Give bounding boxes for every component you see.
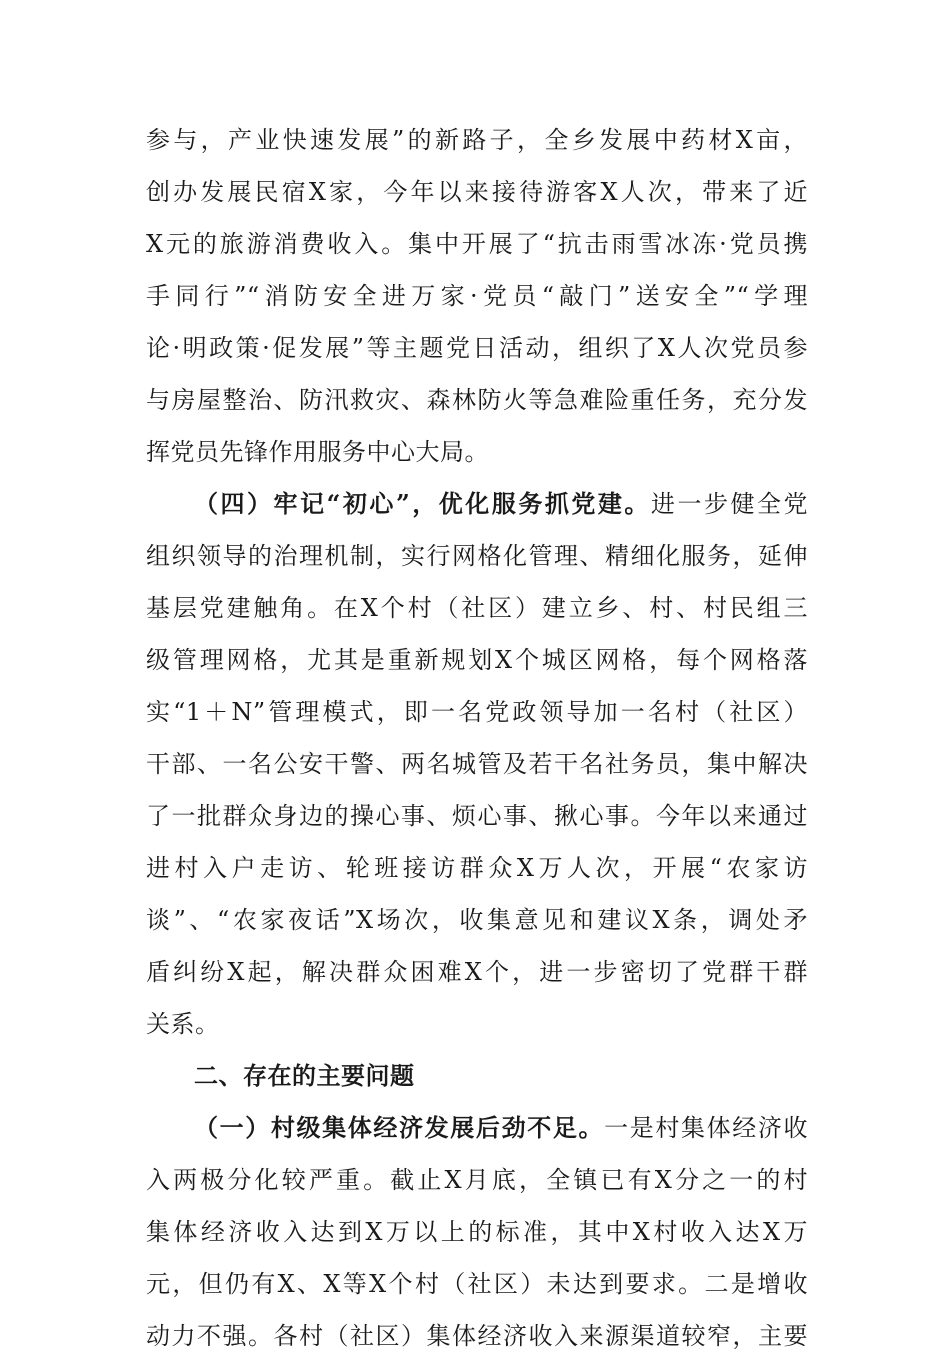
text-line: 创办发展民宿X家，今年以来接待游客X人次，带来了近 xyxy=(146,178,808,206)
text-line xyxy=(194,1108,808,1148)
text-line: 元，但仍有X、X等X个村（社区）未达到要求。二是增收 xyxy=(146,1270,808,1298)
text-line: 参与，产业快速发展”的新路子，全乡发展中药材X亩， xyxy=(146,126,808,154)
text-line: 干部、一名公安干警、两名城管及若干名社务员，集中解决 xyxy=(146,750,808,778)
text-line: 盾纠纷X起，解决群众困难X个，进一步密切了党群干群 xyxy=(146,958,808,986)
text-run: 一是村集体经济收 xyxy=(604,1114,809,1142)
text-line: 基层党建触角。在X个村（社区）建立乡、村、村民组三 xyxy=(146,594,808,622)
text-line: 关系。 xyxy=(146,1010,220,1038)
text-line: 了一批群众身边的操心事、烦心事、揪心事。今年以来通过 xyxy=(146,802,808,830)
text-line: 动力不强。各村（社区）集体经济收入来源渠道较窄，主要 xyxy=(146,1322,808,1350)
text-line: 级管理网格，尤其是重新规划X个城区网格，每个网格落 xyxy=(146,646,808,674)
subsection-title: （四）牢记“初心”，优化服务抓党建。 xyxy=(194,489,651,518)
text-line: 进村入户走访、轮班接访群众X万人次，开展“农家访 xyxy=(146,854,808,882)
text-line: 手同行”“消防安全进万家·党员“敲门”送安全”“学理 xyxy=(146,282,808,310)
text-line: 挥党员先锋作用服务中心大局。 xyxy=(146,438,489,466)
text-line: 集体经济收入达到X万以上的标准，其中X村收入达X万 xyxy=(146,1218,808,1246)
text-line xyxy=(194,484,808,524)
subsection-title: （一）村级集体经济发展后劲不足。 xyxy=(194,1113,605,1142)
text-line: 与房屋整治、防汛救灾、森林防火等急难险重任务，充分发 xyxy=(146,386,808,414)
text-line: 谈”、“农家夜话”X场次，收集意见和建议X条，调处矛 xyxy=(146,906,808,934)
text-run: 进一步健全党 xyxy=(650,490,809,518)
text-line: 论·明政策·促发展”等主题党日活动，组织了X人次党员参 xyxy=(146,334,808,362)
section-heading: 二、存在的主要问题 xyxy=(194,1062,415,1090)
text-line: X元的旅游消费收入。集中开展了“抗击雨雪冰冻·党员携 xyxy=(146,230,808,258)
text-line: 入两极分化较严重。截止X月底，全镇已有X分之一的村 xyxy=(146,1166,808,1194)
text-line: 实“1＋N”管理模式，即一名党政领导加一名村（社区） xyxy=(146,698,808,726)
text-line: 组织领导的治理机制，实行网格化管理、精细化服务，延伸 xyxy=(146,542,808,570)
